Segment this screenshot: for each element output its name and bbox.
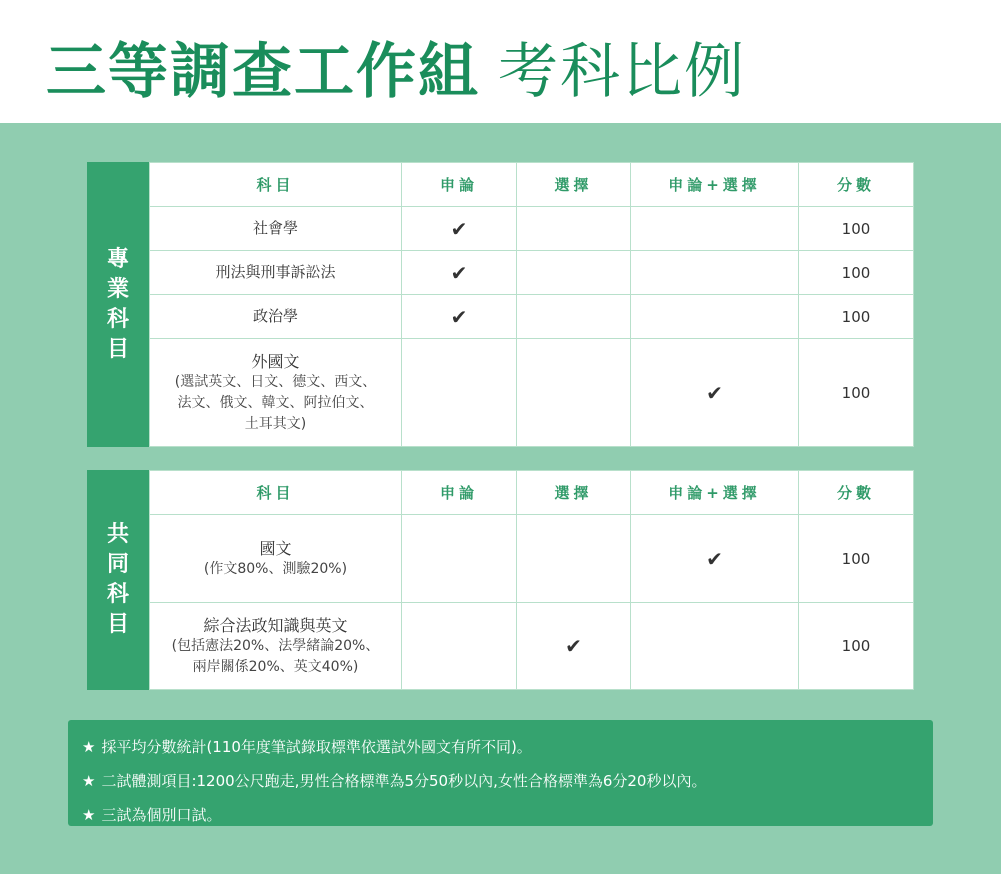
essay-cell	[402, 207, 517, 251]
essay-choice-cell	[631, 207, 799, 251]
star-icon: ★	[82, 772, 96, 790]
exam-table	[149, 162, 914, 447]
essay-cell	[402, 515, 517, 603]
choice-cell	[517, 339, 631, 447]
choice-cell	[517, 207, 631, 251]
exam-table	[149, 470, 914, 690]
table-row	[150, 339, 914, 447]
common-label	[87, 470, 149, 690]
essay-choice-cell	[631, 339, 799, 447]
page-title	[46, 32, 746, 112]
col-essay-choice: 申論+選擇	[631, 163, 799, 207]
subject-name: 國文	[259, 538, 292, 558]
col-subject: 科目	[150, 163, 402, 207]
choice-cell	[517, 295, 631, 339]
subject-note: (包括憲法20%、法學緒論20%、	[171, 637, 380, 654]
score-cell: 100	[799, 603, 914, 690]
notes-box	[68, 720, 933, 826]
table-header-row	[150, 471, 914, 515]
check-icon: ✔	[450, 260, 468, 285]
label-char: 專	[106, 246, 129, 272]
choice-cell	[517, 515, 631, 603]
check-icon: ✔	[565, 634, 582, 658]
check-icon: ✔	[450, 216, 468, 241]
subject-note: 土耳其文)	[244, 415, 307, 432]
note-text: 二試體測項目:1200公尺跑走,男性合格標準為5分50秒以內,女性合格標準為6分20秒以內。	[101, 772, 707, 790]
subject-cell	[150, 603, 402, 690]
subject-name: 社會學	[150, 207, 402, 251]
star-icon: ★	[82, 806, 96, 824]
table-header-row	[150, 163, 914, 207]
label-char: 科	[106, 582, 129, 607]
title-main: 三等調查工作組	[46, 37, 480, 107]
col-score: 分數	[799, 163, 914, 207]
label-char: 同	[106, 552, 129, 577]
professional-subjects-table	[87, 162, 914, 447]
essay-choice-cell	[631, 251, 799, 295]
choice-cell	[517, 251, 631, 295]
subject-name: 綜合法政知識與英文	[203, 615, 348, 635]
essay-choice-cell	[631, 603, 799, 690]
essay-choice-cell	[631, 515, 799, 603]
choice-cell	[517, 603, 631, 690]
star-icon: ★	[82, 738, 96, 756]
professional-label	[87, 162, 149, 447]
subject-note: (作文80%、測驗20%)	[203, 560, 348, 577]
essay-cell	[402, 603, 517, 690]
check-icon: ✔	[450, 304, 468, 329]
label-char: 共	[106, 522, 129, 547]
label-char: 業	[106, 276, 129, 302]
essay-cell	[402, 339, 517, 447]
title-sub: 考科比例	[498, 37, 746, 107]
col-subject: 科目	[150, 471, 402, 515]
check-icon: ✔	[706, 546, 723, 571]
subject-name: 外國文	[251, 351, 300, 371]
score-cell: 100	[799, 295, 914, 339]
subject-note: 法文、俄文、韓文、阿拉伯文、	[177, 394, 374, 411]
col-choice: 選擇	[517, 471, 631, 515]
table-row	[150, 207, 914, 251]
label-char: 目	[106, 336, 129, 362]
subject-name: 政治學	[150, 295, 402, 339]
note-text: 採平均分數統計(110年度筆試錄取標準依選試外國文有所不同)。	[101, 738, 532, 756]
essay-cell	[402, 251, 517, 295]
subject-cell	[150, 515, 402, 603]
table-row	[150, 603, 914, 690]
common-subjects-table	[87, 470, 914, 690]
header	[0, 0, 1001, 123]
score-cell: 100	[799, 515, 914, 603]
table-row	[150, 295, 914, 339]
col-essay-choice: 申論+選擇	[631, 471, 799, 515]
essay-choice-cell	[631, 295, 799, 339]
note-item	[82, 764, 919, 798]
score-cell: 100	[799, 207, 914, 251]
subject-note: 兩岸關係20%、英文40%)	[192, 658, 359, 675]
score-cell: 100	[799, 251, 914, 295]
subject-name: 刑法與刑事訴訟法	[150, 251, 402, 295]
label-char: 科	[106, 306, 129, 332]
subject-cell	[150, 339, 402, 447]
note-item	[82, 730, 919, 764]
score-cell: 100	[799, 339, 914, 447]
check-icon: ✔	[706, 380, 723, 405]
subject-note: (選試英文、日文、德文、西文、	[174, 373, 377, 390]
essay-cell	[402, 295, 517, 339]
col-score: 分數	[799, 471, 914, 515]
note-item	[82, 798, 919, 832]
label-char: 目	[106, 612, 129, 637]
col-essay: 申論	[402, 471, 517, 515]
table-row	[150, 515, 914, 603]
col-choice: 選擇	[517, 163, 631, 207]
col-essay: 申論	[402, 163, 517, 207]
note-text: 三試為個別口試。	[101, 806, 222, 824]
table-row	[150, 251, 914, 295]
